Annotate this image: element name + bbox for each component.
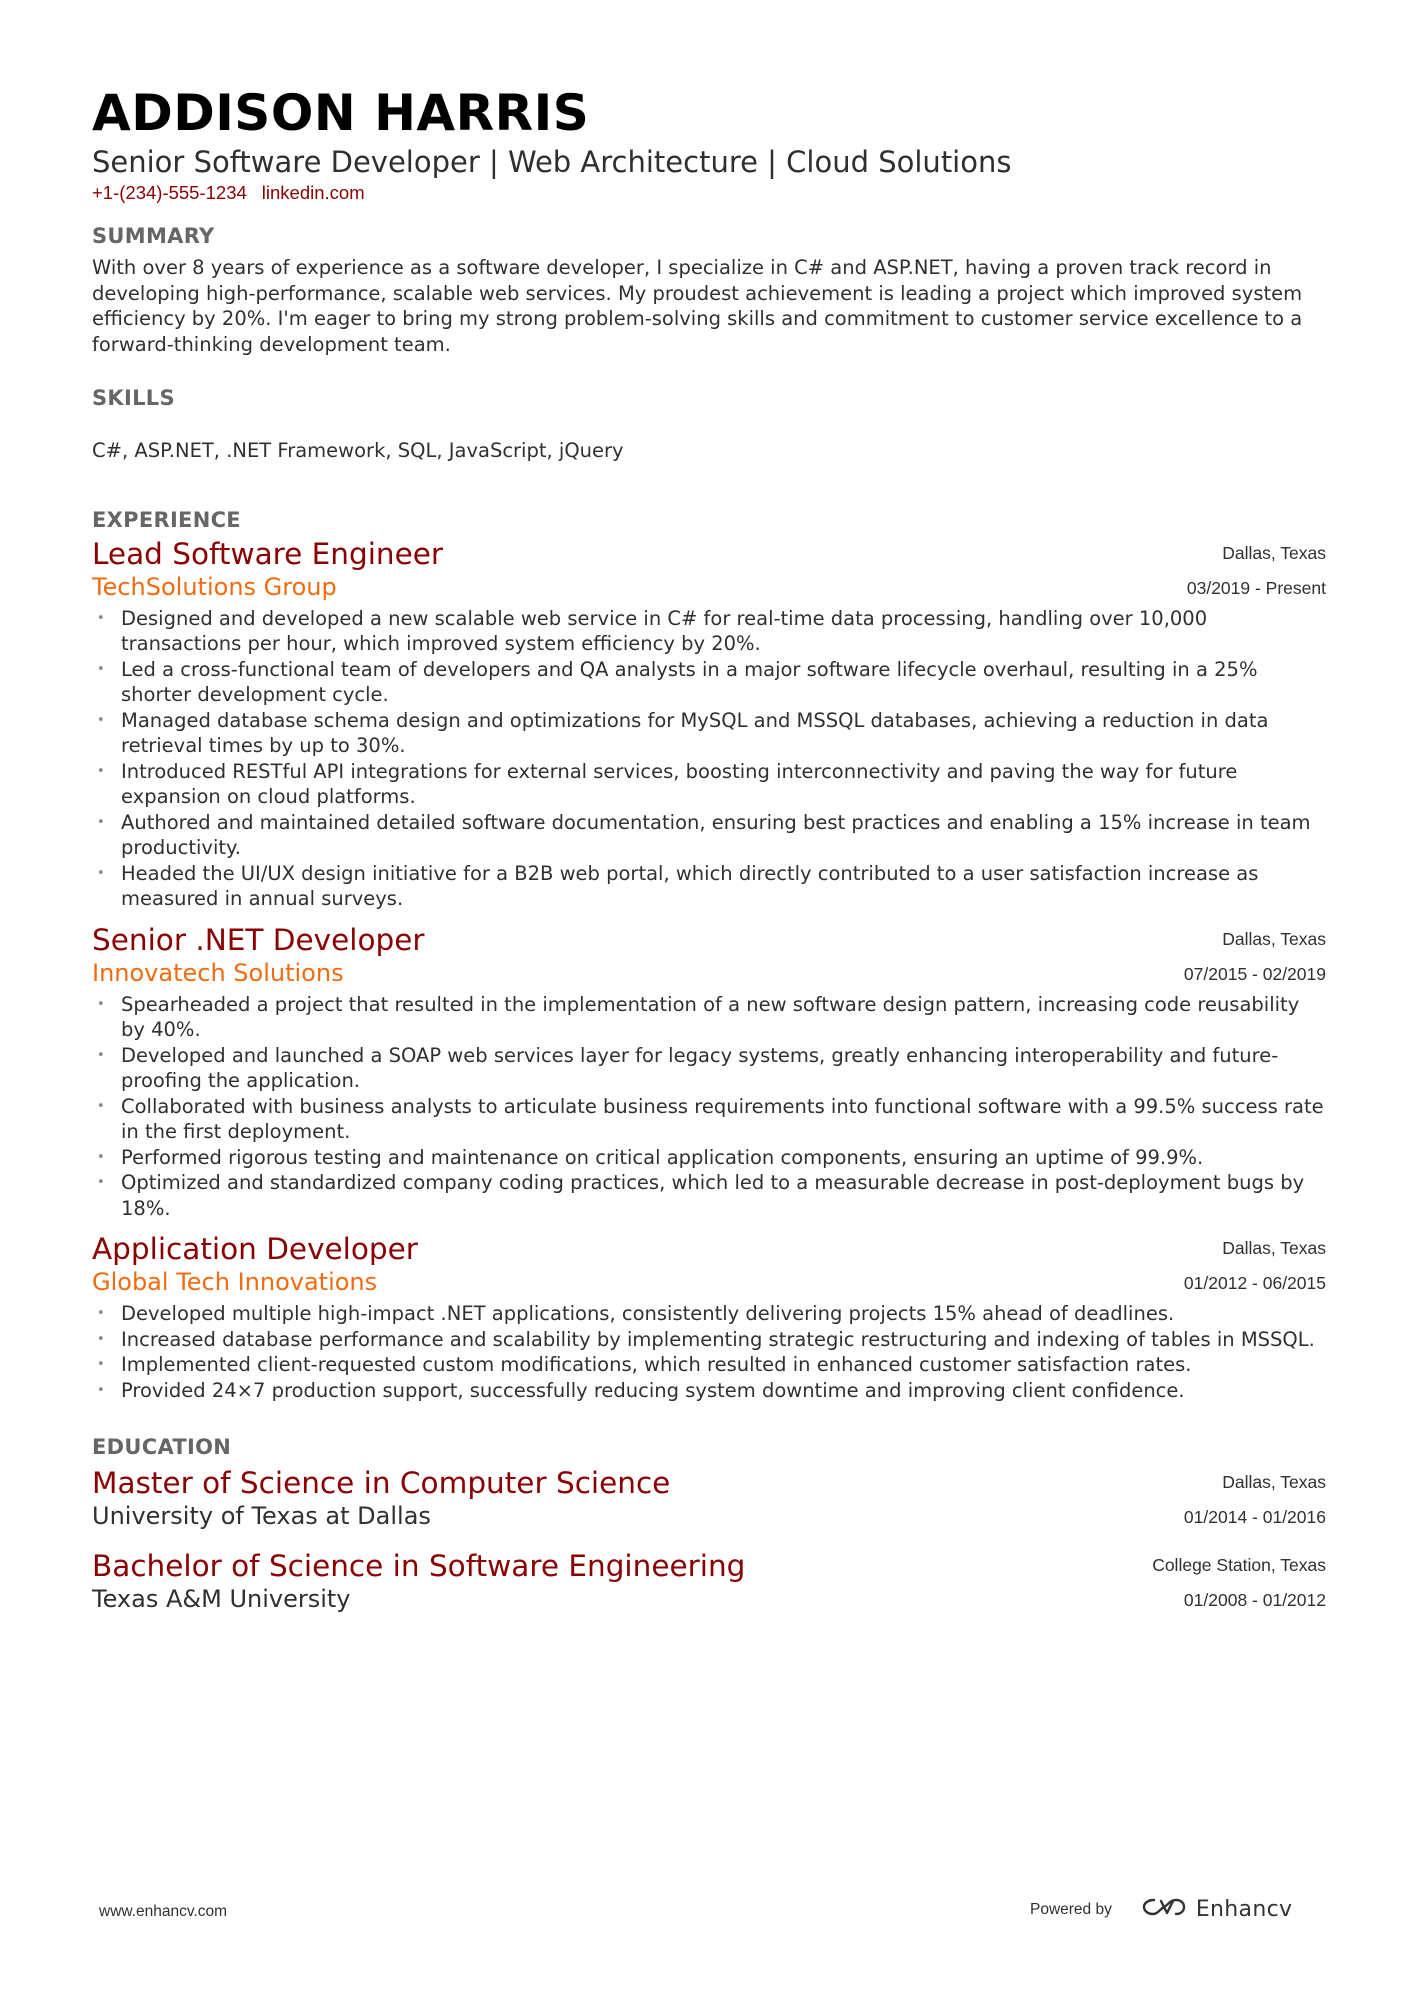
job-bullet: • Implemented client-requested custom modifications, which resulted in enhanced customer satisfaction rates.: [92, 1352, 1326, 1378]
degree-title: Bachelor of Science in Software Engineering: [92, 1549, 746, 1583]
enhancv-logo-icon: [1140, 1895, 1188, 1924]
job-bullet: • Introduced RESTful API integrations for external services, boosting interconnectivity and paving the way for future expansion on cloud platforms.: [92, 759, 1326, 810]
job-bullet: • Developed multiple high-impact .NET applications, consistently delivering projects 15% ahead of deadlines.: [92, 1301, 1326, 1327]
footer-website[interactable]: www.enhancv.com: [99, 1903, 228, 1920]
job-company: TechSolutions Group: [92, 572, 337, 601]
summary-section-title: SUMMARY: [92, 224, 215, 248]
education-location: College Station, Texas: [1152, 1555, 1326, 1575]
job-bullet: • Authored and maintained detailed software documentation, ensuring best practices and enabling a 15% increase in team productivity.: [92, 810, 1326, 861]
resume-page: [92, 84, 1326, 1614]
job-bullet: • Provided 24×7 production support, successfully reducing system downtime and improving client confidence.: [92, 1378, 1326, 1404]
education-location: Dallas, Texas: [1222, 1472, 1326, 1492]
school-name: Texas A&M University: [92, 1585, 351, 1613]
job-location: Dallas, Texas: [1222, 542, 1326, 563]
job-entry: [92, 536, 1326, 912]
job-bullet: • Led a cross-functional team of developers and QA analysts in a major software lifecycle overhaul, resulting in a 25% shorter development cycle.: [92, 657, 1326, 708]
job-bullet: • Managed database schema design and optimizations for MySQL and MSSQL databases, achieving a reduction in data retrieval times by up to 30%.: [92, 708, 1326, 759]
linkedin-link[interactable]: linkedin.com: [261, 182, 365, 203]
job-company: Innovatech Solutions: [92, 958, 344, 987]
job-bullet: • Performed rigorous testing and maintenance on critical application components, ensuring an uptime of 99.9%.: [92, 1145, 1326, 1171]
job-bullet: • Increased database performance and scalability by implementing strategic restructuring and indexing of tables in MSSQL.: [92, 1327, 1326, 1353]
job-dates: 01/2012 - 06/2015: [1183, 1273, 1326, 1293]
summary-text: With over 8 years of experience as a software developer, I specialize in C# and ASP.NET, having a proven track record in developing high-performance, scalable web services. My proudest achievement is leading a project which improved system efficiency by 20%. I'm eager to bring my strong problem-solving skills and commitment to customer service excellence to a forward-thinking development team.: [92, 256, 1303, 356]
job-entry: [92, 922, 1326, 1222]
job-location: Dallas, Texas: [1222, 928, 1326, 949]
job-entry: [92, 1231, 1326, 1403]
job-title: Lead Software Engineer: [92, 536, 444, 571]
job-dates: 03/2019 - Present: [1186, 577, 1326, 598]
enhancv-brand-name: Enhancv: [1195, 1897, 1293, 1922]
candidate-name: ADDISON HARRIS: [92, 84, 590, 142]
job-bullet: • Optimized and standardized company coding practices, which led to a measurable decrease in post-deployment bugs by 18%.: [92, 1170, 1326, 1221]
skills-text: C#, ASP.NET, .NET Framework, SQL, JavaScript, jQuery: [92, 439, 624, 462]
job-bullet: • Collaborated with business analysts to articulate business requirements into functional software with a 99.5% success rate in the first deployment.: [92, 1094, 1326, 1145]
job-company: Global Tech Innovations: [92, 1268, 378, 1296]
education-dates: 01/2008 - 01/2012: [1183, 1590, 1326, 1610]
job-bullet: • Designed and developed a new scalable web service in C# for real-time data processing, handling over 10,000 transactions per hour, which improved system efficiency by 20%.: [92, 606, 1326, 657]
contact-info: [92, 181, 1326, 205]
education-section-title: EDUCATION: [92, 1435, 232, 1459]
job-bullet: • Spearheaded a project that resulted in the implementation of a new software design pattern, increasing code reusability by 40%.: [92, 992, 1326, 1043]
job-location: Dallas, Texas: [1222, 1238, 1326, 1258]
degree-title: Master of Science in Computer Science: [92, 1466, 671, 1500]
job-bullet: • Developed and launched a SOAP web services layer for legacy systems, greatly enhancing interoperability and future-proofing the application.: [92, 1043, 1326, 1094]
phone-number: +1-(234)-555-1234: [92, 182, 247, 203]
school-name: University of Texas at Dallas: [92, 1502, 431, 1530]
education-entry: [92, 1465, 1326, 1531]
education-entry: [92, 1548, 1326, 1614]
job-bullets: [92, 1301, 1326, 1403]
job-dates: 07/2015 - 02/2019: [1183, 963, 1326, 984]
job-bullet: • Headed the UI/UX design initiative for a B2B web portal, which directly contributed to a user satisfaction increase as measured in annual surveys.: [92, 861, 1326, 912]
skills-section-title: SKILLS: [92, 386, 175, 410]
job-bullets: [92, 606, 1326, 912]
job-title: Senior .NET Developer: [92, 922, 425, 957]
experience-section-title: EXPERIENCE: [92, 507, 241, 532]
job-bullets: [92, 992, 1326, 1222]
candidate-tagline: Senior Software Developer | Web Architecture | Cloud Solutions: [92, 145, 1012, 179]
education-dates: 01/2014 - 01/2016: [1183, 1507, 1326, 1527]
job-title: Application Developer: [92, 1232, 418, 1266]
footer-branding: [1030, 1895, 1292, 1924]
powered-by-label: Powered by: [1030, 1900, 1112, 1918]
